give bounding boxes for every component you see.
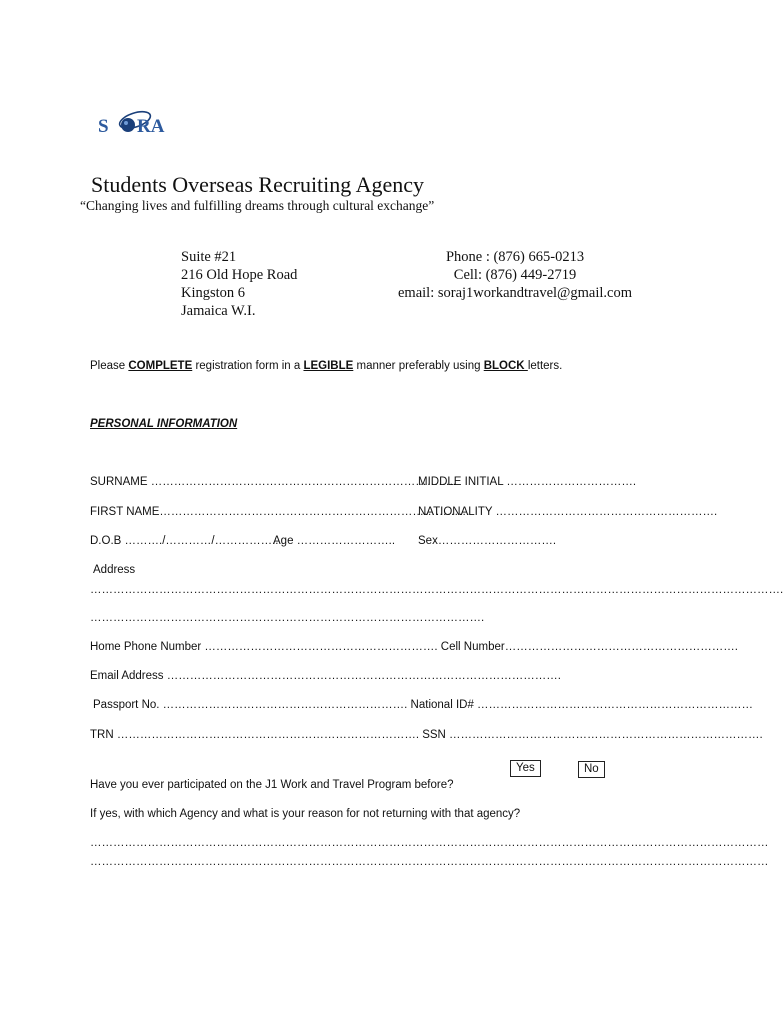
- address-label: Address: [93, 564, 136, 576]
- answer-line[interactable]: ……………………………………………………………………………………………………………………………………………………………: [90, 837, 769, 849]
- instr-text: letters.: [527, 360, 563, 372]
- trn-ssn-field[interactable]: TRN ……………………………………………………………………. SSN ……………………………………………………………………….: [90, 729, 763, 741]
- phone-numbers-field[interactable]: Home Phone Number ……………………………………………………. Cell Number…………………………………………………….: [90, 641, 738, 653]
- office-address: [181, 248, 297, 320]
- address-line: Jamaica W.I.: [181, 303, 256, 319]
- passport-national-id-field[interactable]: Passport No. ………………………………………………………. National ID# ………………………………………………………………: [93, 699, 754, 711]
- page-title: Students Overseas Recruiting Agency: [91, 172, 424, 197]
- yes-checkbox[interactable]: Yes: [510, 760, 541, 777]
- sora-logo-graphic: [98, 108, 188, 142]
- middle-initial-field[interactable]: MIDDLE INITIAL …………………………….: [418, 476, 637, 488]
- phone-text: Phone : (876) 665-0213: [445, 249, 585, 265]
- j1-question: Have you ever participated on the J1 Work and Travel Program before?: [90, 779, 454, 791]
- instr-emphasis: COMPLETE: [128, 360, 193, 372]
- address-line: 216 Old Hope Road: [181, 267, 298, 283]
- svg-text:S: S: [98, 116, 109, 137]
- no-checkbox[interactable]: No: [578, 761, 605, 778]
- sora-logo: [98, 108, 188, 142]
- address-line-field[interactable]: ……………………………………………………………………………………………………………………………………………………………….: [90, 584, 783, 596]
- instr-emphasis: LEGIBLE: [303, 360, 354, 372]
- dob-field[interactable]: D.O.B ………./…………/……………..: [90, 535, 279, 547]
- instr-text: registration form in a: [192, 360, 304, 372]
- agency-question: If yes, with which Agency and what is your reason for not returning with that agency?: [90, 808, 521, 820]
- cell-text: Cell: (876) 449-2719: [453, 267, 577, 283]
- surname-field[interactable]: SURNAME ……………………………………………………………………..: [90, 476, 457, 488]
- address-line: Kingston 6: [181, 285, 246, 301]
- instr-emphasis: BLOCK: [483, 360, 528, 372]
- answer-line[interactable]: ……………………………………………………………………………………………………………………………………………………………: [90, 856, 769, 868]
- nationality-field[interactable]: NATIONALITY ………………………………………………….: [418, 506, 718, 518]
- instr-text: Please: [90, 360, 129, 372]
- address-line: Suite #21: [181, 249, 237, 265]
- instructions: [90, 360, 562, 372]
- sex-field[interactable]: Sex………………………….: [418, 535, 557, 547]
- section-heading: PERSONAL INFORMATION: [90, 418, 238, 430]
- svg-text:RA: RA: [137, 116, 165, 137]
- email-text: email: soraj1workandtravel@gmail.com: [398, 285, 633, 301]
- tagline: “Changing lives and fulfilling dreams through cultural exchange”: [80, 198, 435, 213]
- address-line-field[interactable]: ………………………………………………………………………………………….: [90, 612, 485, 624]
- instr-text: manner preferably using: [353, 360, 484, 372]
- email-address-field[interactable]: Email Address ………………………………………………………………………………………….: [90, 670, 561, 682]
- age-field[interactable]: Age ……………………..: [273, 535, 396, 547]
- first-name-field[interactable]: FIRST NAME………………………………………………………………………: [90, 506, 470, 518]
- contact-info: [398, 248, 632, 302]
